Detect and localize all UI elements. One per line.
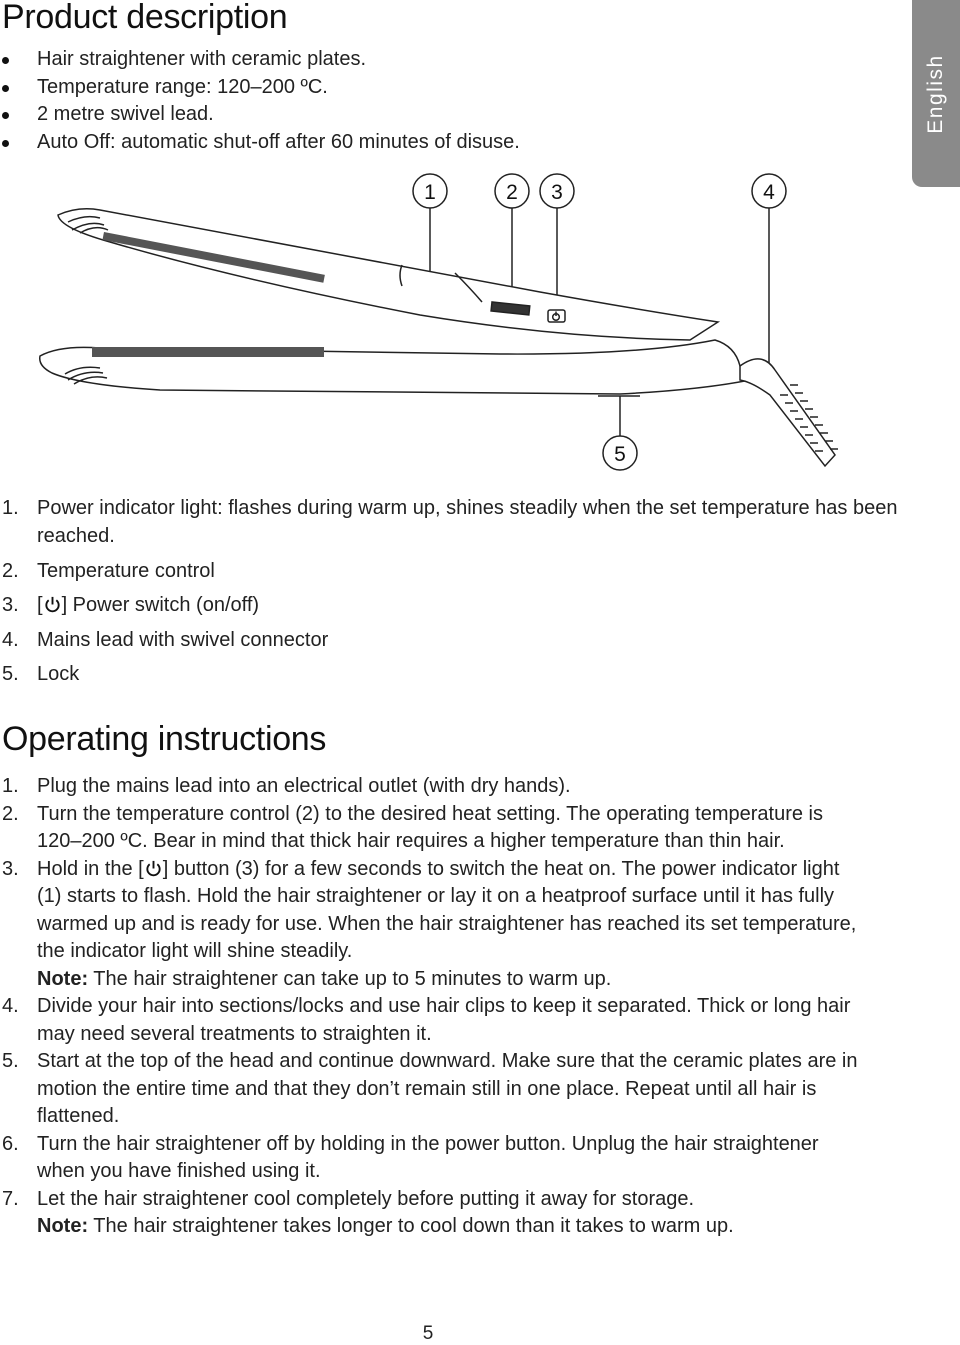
power-icon bbox=[144, 859, 163, 878]
list-item: 2. Temperature control bbox=[2, 559, 215, 582]
svg-text:3: 3 bbox=[551, 181, 563, 204]
list-item: 5. Start at the top of the head and continue downward. Make sure that the ceramic plates are in motion the entire time and that they don’t remain still in one place. Repeat until all hair is flattened. bbox=[2, 1050, 858, 1127]
callout-1 bbox=[413, 174, 447, 280]
list-item: 1. Plug the mains lead into an electrical outlet (with dry hands). bbox=[2, 775, 571, 797]
svg-text:5: 5 bbox=[614, 443, 626, 466]
page-title: Product description bbox=[2, 0, 288, 36]
list-item: 4. Mains lead with swivel connector bbox=[2, 628, 329, 651]
list-item: 1. Power indicator light: flashes during warm up, shines steadily when the set temperature has been reached. bbox=[2, 497, 898, 547]
callout-5 bbox=[603, 396, 637, 470]
page-number: 5 bbox=[422, 1323, 434, 1344]
list-item: 2. Turn the temperature control (2) to the desired heat setting. The operating temperature is 120–200 ºC. Bear in mind that thick hair requires a higher temperature than thin hair. bbox=[2, 802, 823, 852]
svg-text:1: 1 bbox=[424, 181, 436, 204]
parts-list bbox=[0, 494, 960, 695]
language-tab bbox=[912, 0, 960, 187]
feature-list bbox=[0, 46, 520, 156]
svg-text:4: 4 bbox=[763, 181, 775, 204]
callout-4 bbox=[752, 174, 786, 385]
list-item: Auto Off: automatic shut-off after 60 minutes of disuse. bbox=[0, 129, 520, 157]
swivel-cord bbox=[740, 359, 838, 466]
section-title: Operating instructions bbox=[2, 720, 327, 758]
list-item: 4. Divide your hair into sections/locks and use hair clips to keep it separated. Thick or long hair may need several treatments to straighten it. bbox=[2, 995, 851, 1045]
list-item: Temperature range: 120–200 ºC. bbox=[0, 74, 520, 102]
list-item: 6. Turn the hair straightener off by holding in the power button. Unplug the hair straightener when you have finished using it. bbox=[2, 1132, 819, 1182]
upper-arm bbox=[58, 209, 718, 340]
hair-straightener-diagram bbox=[0, 170, 860, 475]
power-icon bbox=[43, 595, 62, 614]
list-item: 3. Hold in the [ ] button (3) for a few seconds to switch the heat on. The power indicator light (1) starts to flash. Hold the hair straightener or lay it on a heatproof surface until it has fully warmed up and is ready for use. When the hair straightener has reached its set temperature, the indicator light will shine steadily. Note: The hair straightener can take up to 5 minutes to warm up. bbox=[2, 857, 857, 990]
list-item: Hair straightener with ceramic plates. bbox=[0, 46, 520, 74]
list-item: 3. [ ] Power switch (on/off) bbox=[2, 594, 260, 616]
callout-2 bbox=[495, 174, 529, 300]
list-item: 5. Lock bbox=[2, 663, 80, 685]
list-item: 2 metre swivel lead. bbox=[0, 101, 520, 129]
language-tab-label: English bbox=[924, 53, 947, 134]
svg-text:2: 2 bbox=[506, 181, 518, 204]
callout-3 bbox=[540, 174, 574, 310]
steps-list bbox=[0, 773, 860, 1241]
lower-arm bbox=[40, 340, 750, 396]
list-item: 7. Let the hair straightener cool completely before putting it away for storage. Note: The hair straightener takes longer to cool down than it takes to warm up. bbox=[2, 1187, 734, 1237]
